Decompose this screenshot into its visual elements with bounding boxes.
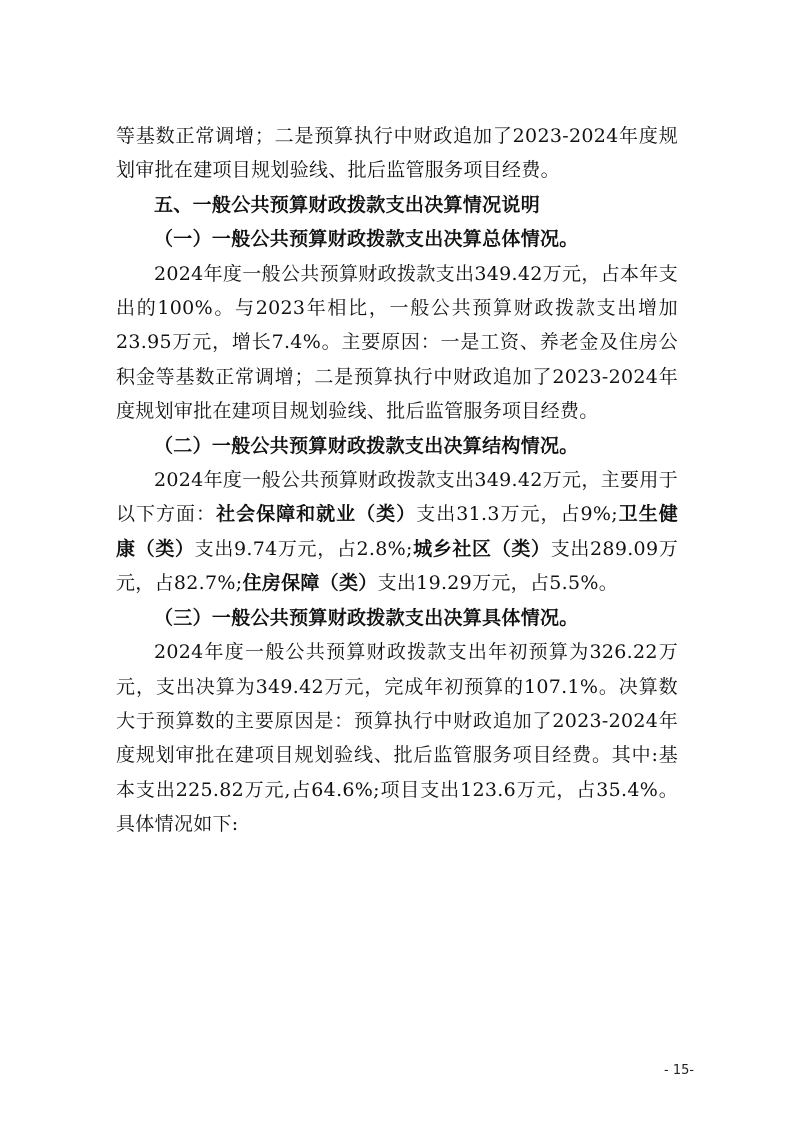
structure-text-4: 支出289.09万元，占82.7%; <box>116 537 678 595</box>
subsection-heading-1: （一）一般公共预算财政拨款支出决算总体情况。 <box>154 228 579 251</box>
document-body <box>116 119 678 842</box>
category-health: 卫生健康（类） <box>116 503 679 560</box>
overall-paragraph: 2024年度一般公共预算财政拨款支出349.42万元，占本年支出的100%。与2023年相比，一般公共预算财政拨款支出增加23.95万元，增长7.4%。主要原因：一是工资、养老金及住房公积金等基数正常调增；二是预算执行中财政追加了2023-2024年度规划审批在建项目规划验线、批后监管服务项目经费。 <box>116 262 678 423</box>
subsection-heading-3: （三）一般公共预算财政拨款支出决算具体情况。 <box>154 606 579 629</box>
structure-text-1: 2024年度一般公共预算财政拨款支出349.42万元，主要用于以下方面： <box>116 469 678 526</box>
category-housing: 住房保障（类） <box>242 572 378 595</box>
structure-text-2: 支出31.3万元，占9%; <box>416 503 618 526</box>
category-urban-rural: 城乡社区（类） <box>412 537 551 560</box>
structure-text-5: 支出19.29万元，占5.5%。 <box>377 572 619 595</box>
category-social-security: 社会保障和就业（类） <box>216 503 417 526</box>
subsection-heading-2: （二）一般公共预算财政拨款支出决算结构情况。 <box>154 434 579 457</box>
section-heading: 五、一般公共预算财政拨款支出决算情况说明 <box>154 193 541 216</box>
page-number: - 15- <box>664 1063 695 1078</box>
detail-paragraph: 2024年度一般公共预算财政拨款支出年初预算为326.22万元，支出决算为349.42万元，完成年初预算的107.1%。决算数大于预算数的主要原因是：预算执行中财政追加了2023-2024年度规划审批在建项目规划验线、批后监管服务项目经费。其中:基本支出225.82万元,占64.6%;项目支出123.6万元，占35.4%。具体情况如下: <box>116 641 678 836</box>
structure-paragraph <box>116 463 678 601</box>
continued-paragraph: 等基数正常调增；二是预算执行中财政追加了2023-2024年度规划审批在建项目规划验线、批后监管服务项目经费。 <box>116 125 678 182</box>
structure-text-3: 支出9.74万元，占2.8%; <box>194 537 413 560</box>
